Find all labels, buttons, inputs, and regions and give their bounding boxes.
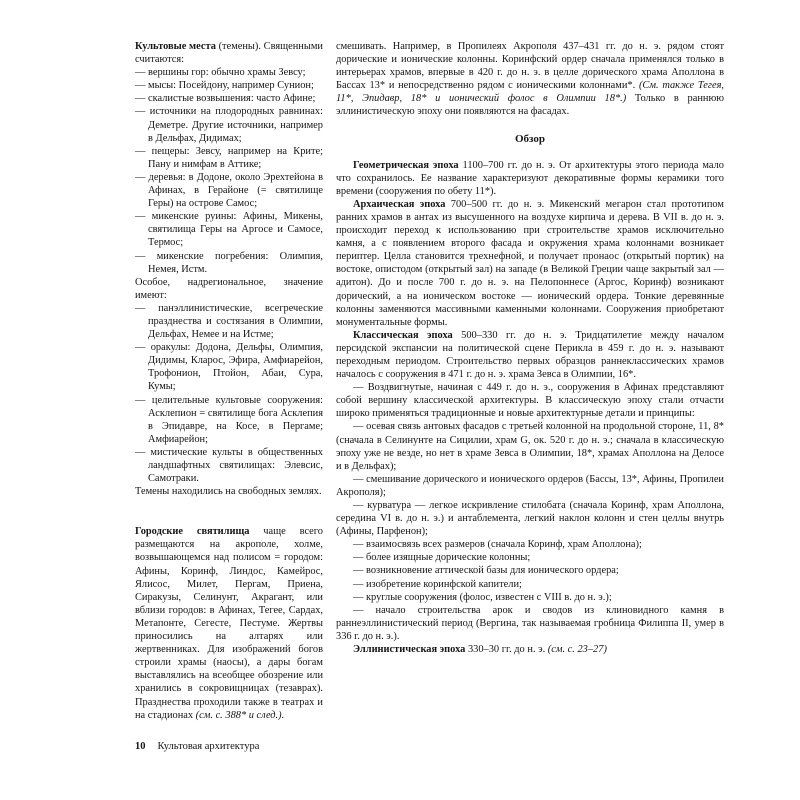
list-item: — мысы: Посейдону, например Сунион; <box>135 80 314 92</box>
list-item: — пещеры: Зевсу, например на Крите; Пану и нимфам в Аттике; <box>135 145 323 170</box>
hellenistic-paragraph <box>336 643 724 656</box>
right-column <box>336 40 724 656</box>
list-item: — панэллинистические, всегреческие празднества и состязания в Олимпии, Дельфах, Немее и на Истме; <box>135 302 323 341</box>
two-column-layout <box>135 40 724 722</box>
left-column <box>135 40 323 722</box>
list-item: — скалистые возвышения: часто Афине; <box>135 93 316 105</box>
list-item: — источники на плодородных равнинах: Деметре. Другие источники, например в Дельфах, Дидимах; <box>135 106 323 144</box>
list-item: — курватура — легкое искривление стилобата (сначала Коринф, храм Аполлона, середина VI в. до н. э.) и антаблемента, легкий наклон колонн и стен целлы внутрь (Афины, Парфенон); <box>336 500 724 538</box>
list-item: — возникновение аттической базы для ионического ордера; <box>353 565 619 577</box>
epoch-lead: Геометрическая эпоха <box>353 159 459 171</box>
continuation-paragraph <box>336 40 724 119</box>
list-item: — вершины гор: обычно храмы Зевсу; <box>135 67 306 79</box>
list-item: — взаимосвязь всех размеров (сначала Коринф, храм Аполлона); <box>353 539 642 551</box>
epoch-paragraph <box>336 198 724 329</box>
epoch-lead: Архаическая эпоха <box>353 198 446 210</box>
classical-points-list <box>336 381 724 643</box>
city-sanctuaries-heading: Городские святилища <box>135 526 250 538</box>
list-item: — изобретение коринфской капители; <box>353 578 522 590</box>
epoch-paragraphs <box>336 159 724 382</box>
list-item: — смешивание дорического и ионического ордеров (Бассы, 13*, Афины, Пропилеи Акрополя); <box>336 473 724 498</box>
page-number: 10 <box>135 741 146 752</box>
list-item: — мистические культы в общественных ландшафтных святилищах: Элевсис, Самотраки. <box>135 446 323 485</box>
list-item: — целительные культовые сооружения: Асклепион = святилище бога Асклепия в Эпидавре, на Косе, в Пергаме; Амфиарейон; <box>135 394 323 445</box>
cult-places-middle: Особое, надрегиональное, значение имеют: <box>135 276 323 301</box>
list-item: — микенские руины: Афины, Микены, святилища Геры на Аргосе и Самосе, Термос; <box>135 211 323 249</box>
cult-places-intro: (темены). Священными считаются: <box>135 41 323 66</box>
city-sanctuaries-paragraph <box>135 525 323 721</box>
list-item: — микенские погребения: Олимпия, Немея, Истм. <box>135 250 323 275</box>
hellenistic-lead: Эллинистическая эпоха <box>353 644 466 656</box>
epoch-paragraph <box>336 329 724 381</box>
cult-places-closing: Темены находились на свободных землях. <box>135 486 322 498</box>
epoch-paragraph <box>336 159 724 198</box>
hellenistic-reference: (см. с. 23–27) <box>547 644 607 656</box>
epoch-lead: Классическая эпоха <box>353 329 453 341</box>
list-item: — начало строительства арок и сводов из клиновидного камня в раннеэллинистический период (Вергина, так называемая гробница Филиппа II, умер в 336 г. до н. э.). <box>336 604 724 642</box>
city-sanctuaries-reference: (см. с. 388* и след.). <box>195 709 285 721</box>
cult-places-list <box>135 66 323 276</box>
page-footer <box>135 740 259 753</box>
epoch-text: 1100–700 гг. до н. э. От архитектуры этого периода мало что сохранилось. Ее название характеризуют декоративные формы керамики того времени (сооружения по обету 11*). <box>336 159 724 197</box>
list-item: — деревья: в Додоне, около Эрехтейона в Афинах, в Герайоне (= святилище Геры) на острове Самос; <box>135 171 323 210</box>
list-item: — Воздвигнутые, начиная с 449 г. до н. э., сооружения в Афинах представляют собой вершину классической архитектуры. В классическую эпоху стали отчасти широко применяться традиционные и новые архитектурные детали и принципы: <box>336 382 724 420</box>
continuation-text-before: смешивать. Например, в Пропилеях Акрополя 437–431 гг. до н. э. рядом стоят дорические и ионические колонны. Коринфский ордер сначала применялся только в интерьерах храмов, впервые в 420 г. до н. э. в целле дорического храма Аполлона в Бассах 13* и непосредственно рядом с ионическими колоннами*. <box>336 41 724 92</box>
list-item: — оракулы: Додона, Дельфы, Олимпия, Дидимы, Кларос, Эфира, Амфиарейон, Трофонион, Птойон, Абаи, Сура, Кумы; <box>135 342 323 393</box>
cult-places-list-2 <box>135 302 323 485</box>
epoch-text: 500–330 гг. до н. э. Тридцатилетие между началом персидской экспансии на политической сцене Перикла в 459 г. до н. э. называют переходным периодом. Строительство первых образцов раннеклассических храмов началось с сооружения в 471 г. до н. э. храма Зевса в Олимпии, 16*. <box>336 329 724 381</box>
continuation-text-after: Только в раннюю эллинистическую эпоху они появляются на фасадах. <box>336 93 724 118</box>
footer-title: Культовая архитектура <box>157 741 260 752</box>
list-item: — более изящные дорические колонны; <box>353 552 531 564</box>
city-sanctuaries-text: чаще всего размещаются на акрополе, холме, возвышающемся над полисом = городом: Афины, Коринф, Линдос, Камейрос, Ялисос, Милет, Пергам, Приена, Сиракузы, Селинунт, Акрагант, или вблизи городов: в Афинах, Тегее, Сардах, Метапонте, Сегесте, Пестуме. Жертвы приносились на алтарях или жертвенниках. Для изображений богов строили храмы (наосы), а дары богам выставлялись на всеобщее обозрение или хранились в сокровищницах (тезаврах). Празднества проходили также в театрах и на стадионах <box>135 526 323 721</box>
hellenistic-text: 330–30 гг. до н. э. <box>465 644 548 656</box>
cult-places-heading: Культовые места <box>135 41 216 52</box>
overview-heading: Обзор <box>514 132 546 145</box>
continuation-reference: (См. также Тегея, 11*, Эпидавр, 18* и ионический фолос в Олимпии 18*.) <box>336 80 725 105</box>
epoch-text: 700–500 гг. до н. э. Микенский мегарон стал прототипом ранних храмов в антах из высушенного на воздухе кирпича и дерева. В VII в. до н. э. происходит переход к использованию при строительстве храмов исключительно камня, а с появлением второго фасада и окружения храма колоннами возникает периптер. Целла становится трехнефной, и получает пронаос (открытый портик) на востоке, опистодом (открытый зал) на западе (в Великой Греции чаще закрытый зал — адитон). До и после 700 г. до н. э. на Пелопоннесе (Аргос, Коринф) возникают дорический, а на ионическом востоке — ионический ордера. Тонкие деревянные колонны заменяются массивными каменными колоннами. Сооружения приобретают монументальные формы. <box>336 198 724 328</box>
cult-places-intro-paragraph <box>135 40 323 66</box>
list-item: — осевая связь антовых фасадов с третьей колонной на продольной стороне, 11, 8* (сначала в Селинунте на Сицилии, храм G, ок. 520 г. до н. э.; сначала в классическую эпоху уже не везде, но нет в храме Зевса в Олимпии, 18*, храмах Аполлона на Делосе и в Дельфах); <box>336 421 724 472</box>
list-item: — круглые сооружения (фолос, известен с VIII в. до н. э.); <box>353 591 612 603</box>
